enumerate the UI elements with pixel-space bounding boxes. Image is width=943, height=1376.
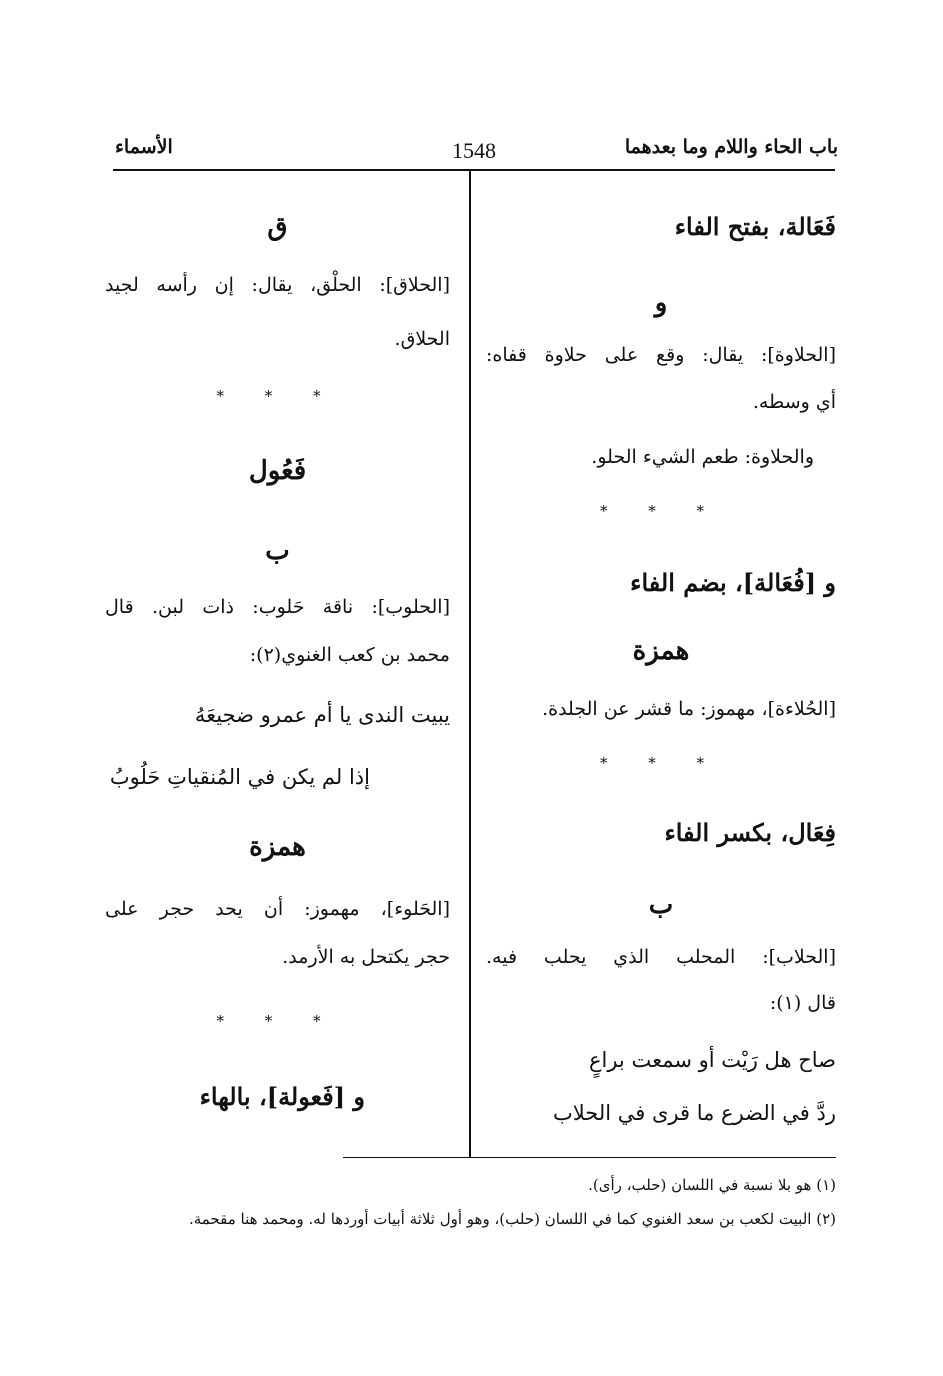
verse-line-2: إذا لم يكن في المُنقياتِ حَلُوبُ (109, 765, 370, 789)
heading-faoola-ha: و [فَعولة]، بالهاء (199, 1082, 365, 1111)
verse-line-1: صاح هل رَيْت أو سمعت براعٍ (588, 1048, 836, 1072)
heading-faool: فَعُول (248, 456, 307, 486)
entry-hilab-line1: [الحلاب]: المحلب الذي يحلب فيه. (486, 946, 836, 968)
footnote-rule (343, 1157, 836, 1158)
heading-fuaala-damm: و [فُعَالة]، بضم الفاء (630, 568, 836, 597)
separator-stars: * * * (599, 754, 723, 772)
entry-halawa-line1: [الحلاوة]: يقال: وقع على حلاوة قفاه: (486, 344, 836, 366)
separator-stars: * * * (216, 1012, 339, 1030)
entry-hilab-line2: قال (١): (769, 992, 836, 1014)
entry-halu-line2: حجر يكتحل به الأرمد. (282, 946, 450, 968)
entry-halawa-line2: أي وسطه. (752, 391, 836, 413)
entry-halub-line1: [الحلوب]: ناقة حَلوب: ذات لبن. قال (105, 596, 450, 618)
column-divider (469, 171, 471, 1157)
heading-faala-fath: فَعَالة، بفتح الفاء (674, 212, 836, 241)
running-header-section: الأسماء (115, 136, 173, 158)
letter-hamza: همزة (632, 636, 690, 666)
separator-stars: * * * (216, 387, 339, 405)
page-number: 1548 (452, 138, 496, 163)
verse-line-1: يبيت الندى يا أم عمرو ضجيعَهُ (194, 703, 450, 727)
letter-hamza: همزة (249, 832, 306, 862)
header-rule (113, 169, 835, 171)
entry-halu-line1: [الحَلوء]، مهموز: أن يحد حجر على (105, 898, 450, 920)
heading-fiaal-kasr: فِعَال، بكسر الفاء (664, 818, 836, 847)
entry-halub-line2: محمد بن كعب الغنوي(٢): (249, 644, 450, 666)
verse-line-2: ردَّ في الضرع ما قرى في الحلاب (553, 1101, 836, 1125)
letter-ba: ب (265, 536, 290, 566)
entry-hilaq-line2: الحلاق. (394, 328, 450, 350)
letter-waw: و (654, 288, 668, 318)
footnote-2: (٢) البيت لكعب بن سعد الغنوي كما في اللسان (حلب)، وهو أول ثلاثة أبيات أوردها له. ومحمد هنا مقحمة. (188, 1210, 836, 1228)
footnote-1: (١) هو بلا نسبة في اللسان (حلب، رأى). (588, 1176, 836, 1194)
entry-hilaq-line1: [الحلاق]: الحلْق، يقال: إن رأسه لجيد (105, 274, 450, 296)
running-header-chapter: باب الحاء واللام وما بعدهما (624, 136, 838, 158)
letter-qaf: ق (267, 212, 288, 242)
entry-halawa-taste: والحلاوة: طعم الشيء الحلو. (591, 446, 814, 468)
separator-stars: * * * (599, 502, 723, 520)
entry-hulaa: [الحُلاءة]، مهموز: ما قشر عن الجلدة. (542, 698, 836, 720)
letter-ba: ب (648, 890, 674, 920)
